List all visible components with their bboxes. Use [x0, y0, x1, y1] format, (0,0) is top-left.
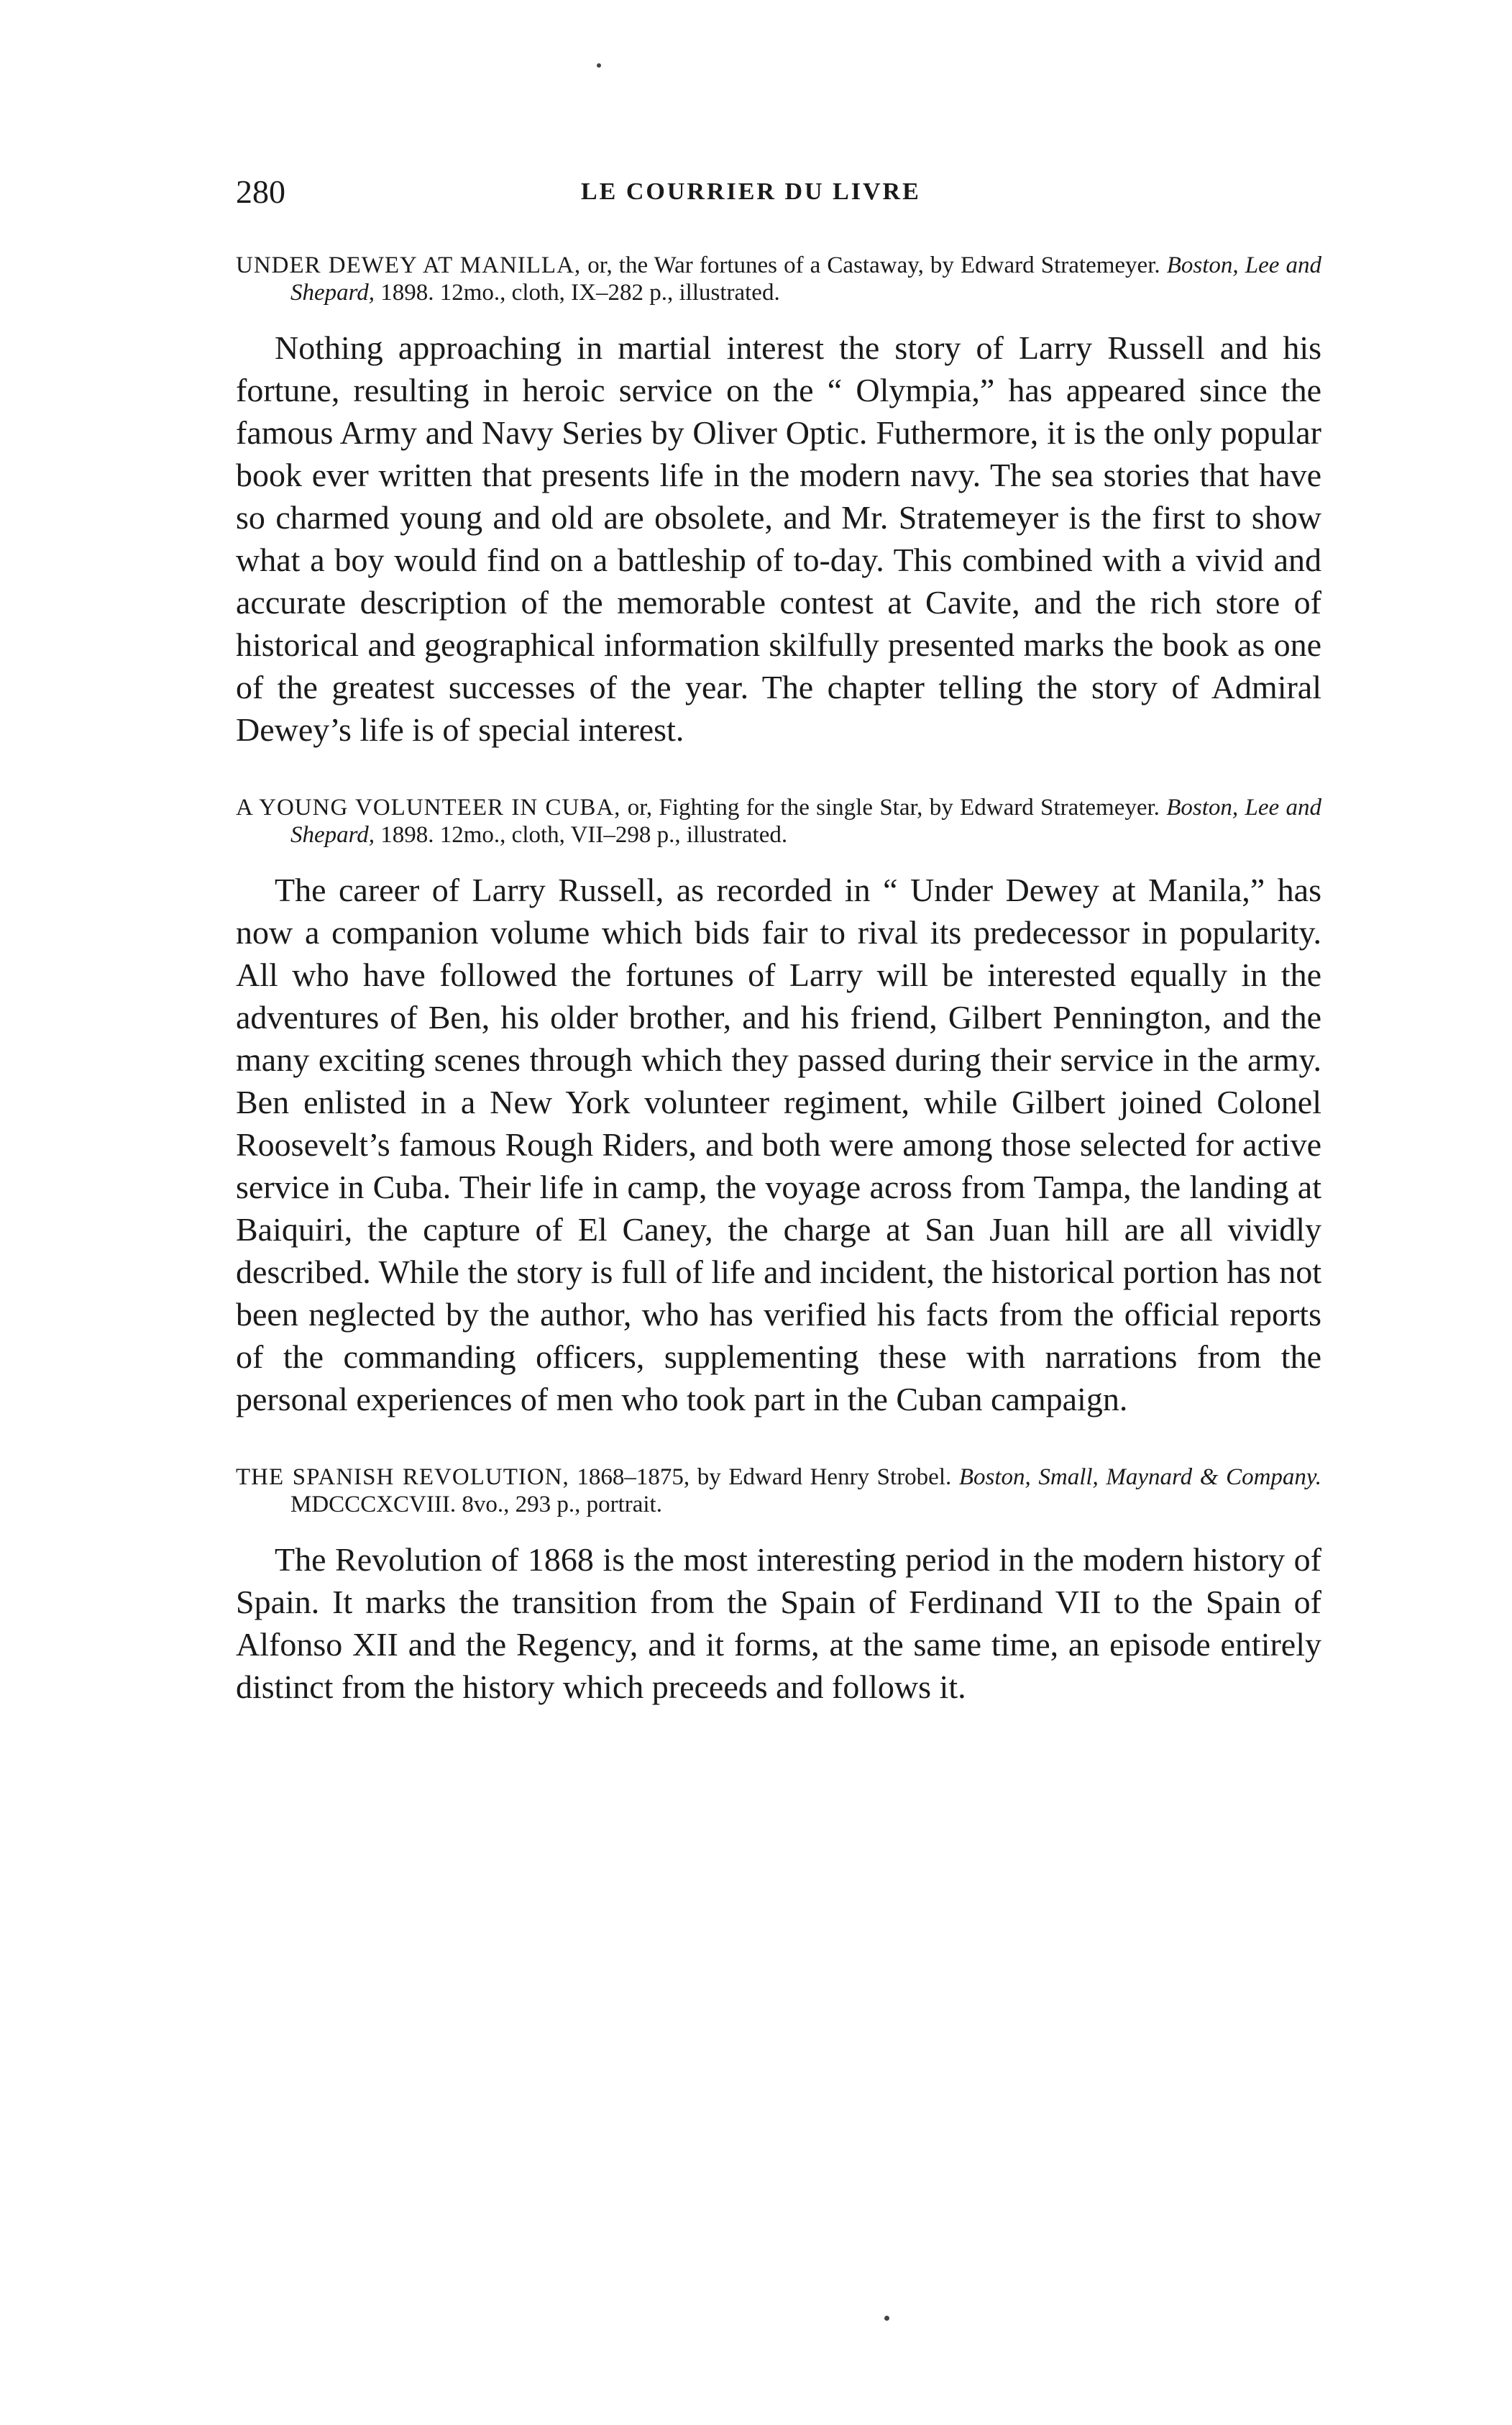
book-title: THE SPANISH REVOLUTION,: [236, 1464, 569, 1490]
citation-publisher: Boston, Lee and Shepard,: [290, 252, 1321, 306]
citation-publisher: Boston, Small, Maynard & Company.: [958, 1464, 1321, 1490]
book-entry: [236, 252, 1321, 751]
citation-format: MDCCCXCVIII. 8vo., 293 p., portrait.: [290, 1492, 662, 1517]
citation-details: or, Fighting for the single Star, by Edward Stratemeyer.: [620, 795, 1167, 821]
printer-dot-bottom: [884, 2316, 889, 2321]
book-entry: [236, 1463, 1321, 1708]
citation-format: 1898. 12mo., cloth, IX–282 p., illustrated.: [375, 280, 780, 306]
book-review: Nothing approaching in martial interest the story of Larry Russell and his fortune, resulting in heroic service on the “ Olympia,” has appeared since the famous Army and Navy Series by Oliver Optic. Futhermore, it is the only popular book ever written that presents life in the modern navy. The sea stories that have so charmed young and old are obsolete, and Mr. Stratemeyer is the first to show what a boy would find on a battleship of to-day. This combined with a vivid and accurate description of the memorable contest at Cavite, and the rich store of historical and geographical information skilfully presented marks the book as one of the greatest successes of the year. The chapter telling the story of Admiral Dewey’s life is of special interest.: [236, 329, 1321, 748]
book-citation: [236, 794, 1321, 849]
book-title: UNDER DEWEY AT MANILLA,: [236, 252, 582, 278]
book-review: The career of Larry Russell, as recorded in “ Under Dewey at Manila,” has now a companion volume which bids fair to rival its predecessor in popularity. All who have followed the fortunes of Larry will be interested equally in the adventures of Ben, his older brother, and his friend, Gilbert Pennington, and the many exciting scenes through which they passed during their service in the army. Ben enlisted in a New York volunteer regiment, while Gilbert joined Colonel Roosevelt’s famous Rough Riders, and both were among those selected for active service in Cuba. Their life in camp, the voyage across from Tampa, the landing at Baiquiri, the capture of El Caney, the charge at San Juan hill are all vividly described. While the story is full of life and incident, the historical portion has not been neglected by the author, who has verified his facts from the official reports of the commanding officers, supplementing these with narrations from the personal experiences of men who took part in the Cuban campaign.: [236, 872, 1321, 1417]
running-title: LE COURRIER DU LIVRE: [581, 178, 921, 205]
citation-details: 1868–1875, by Edward Henry Strobel.: [569, 1464, 959, 1490]
book-title: A YOUNG VOLUNTEER IN CUBA,: [236, 795, 621, 821]
book-review: The Revolution of 1868 is the most interesting period in the modern history of Spain. It marks the transition from the Spain of Ferdinand VII to the Spain of Alfonso XII and the Regency, and it forms, at the same time, an episode entirely distinct from the history which preceeds and follows it.: [236, 1541, 1321, 1705]
running-head: [236, 173, 1321, 223]
book-citation: [236, 1463, 1321, 1518]
book-citation: [236, 252, 1321, 306]
book-entry: [236, 794, 1321, 1420]
citation-publisher: Boston, Lee and Shepard,: [290, 795, 1321, 848]
citation-format: 1898. 12mo., cloth, VII–298 p., illustrated.: [375, 822, 788, 848]
page-number: 280: [236, 173, 285, 210]
citation-details: or, the War fortunes of a Castaway, by Edward Stratemeyer.: [581, 252, 1167, 278]
page: [236, 173, 1321, 1751]
printer-dot-top: [597, 63, 601, 68]
